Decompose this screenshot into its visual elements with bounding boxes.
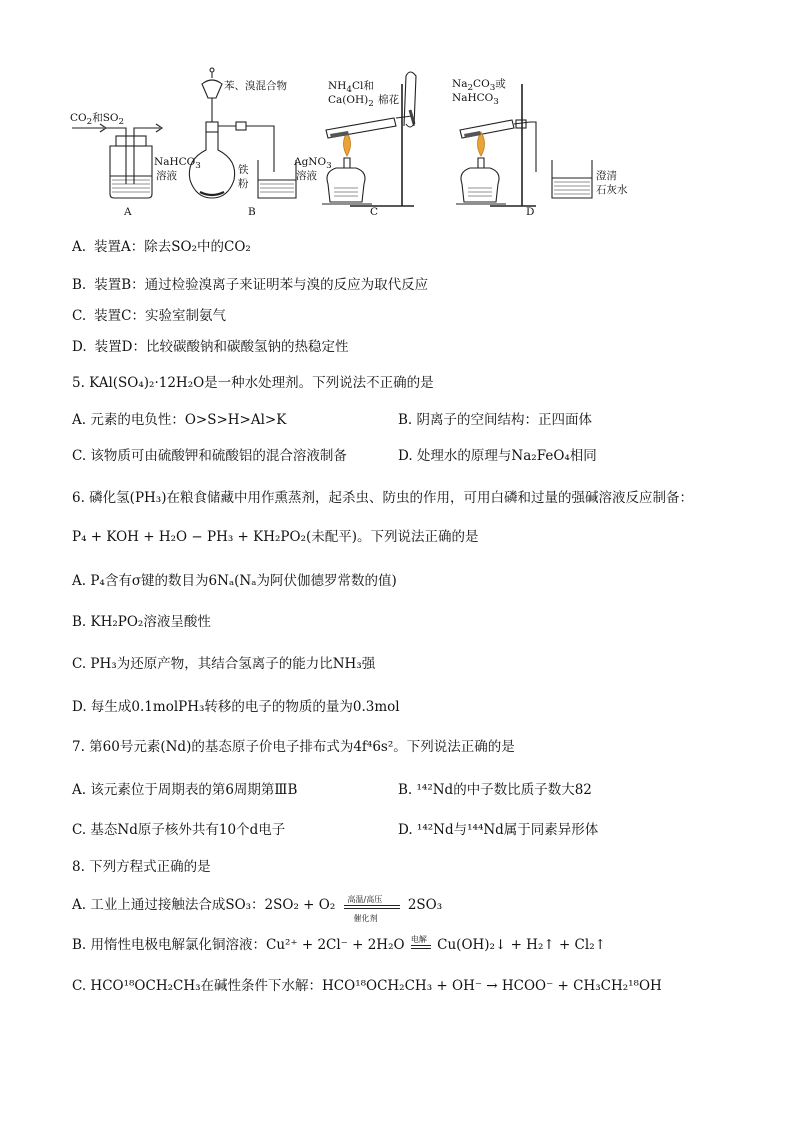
q7-option-a: A. 该元素位于周期表的第6周期第ⅢB bbox=[72, 782, 298, 798]
wash-bottle bbox=[110, 146, 152, 198]
gas-label-a: $CO_2$和$SO_2$ bbox=[70, 112, 125, 128]
flame-d bbox=[478, 132, 485, 156]
q8-option-b: B. 用惰性电极电解氯化铜溶液：Cu²⁺ + 2Cl⁻ + 2H₂O 电解 Cu(OH)₂↓ + H₂↑ + Cl₂↑ bbox=[72, 935, 606, 956]
solution-label-a: 溶液 bbox=[156, 170, 177, 182]
q6-stem: 6. 磷化氢(PH₃)在粮食储藏中用作熏蒸剂，起杀虫、防虫的作用，可用白磷和过量的强碱溶液反应制备： bbox=[72, 490, 693, 506]
beaker-d bbox=[552, 160, 592, 198]
nh4cl-label: $NH_4Cl$和 bbox=[328, 80, 374, 96]
solution-label-b: 溶液 bbox=[296, 170, 317, 182]
q7-option-c: C. 基态Nd原子核外共有10个d电子 bbox=[72, 822, 286, 838]
figure-label-c: C bbox=[370, 206, 379, 218]
q8-stem: 8. 下列方程式正确的是 bbox=[72, 859, 211, 875]
electrolysis-sign: 电解 bbox=[409, 936, 433, 956]
agno3-label: AgNO$_3$ bbox=[294, 156, 332, 172]
limewater-label-2: 石灰水 bbox=[596, 184, 628, 196]
alcohol-lamp-c bbox=[327, 168, 365, 202]
q4-option-d: D. 装置D：比较碳酸钠和碳酸氢钠的热稳定性 bbox=[72, 339, 349, 355]
nahco3-label-d: NaHCO$_3$ bbox=[452, 92, 499, 108]
q5-stem: 5. KAl(SO₄)₂·12H₂O是一种水处理剂。下列说法不正确的是 bbox=[72, 375, 434, 391]
alcohol-lamp-d bbox=[461, 168, 499, 202]
q6-equation: P₄ + KOH + H₂O − PH₃ + KH₂PO₂(未配平)。下列说法正确的是 bbox=[72, 529, 479, 545]
iron-label-2: 粉 bbox=[238, 178, 249, 190]
q7-stem: 7. 第60号元素(Nd)的基态原子价电子排布式为4f⁴6s²。下列说法正确的是 bbox=[72, 739, 515, 755]
na2co3-label: $Na_2CO_3$或 bbox=[452, 78, 506, 94]
q5-option-a: A. 元素的电负性：O>S>H>Al>K bbox=[72, 412, 287, 428]
figure-label-b: B bbox=[248, 206, 256, 218]
caoh2-label: $Ca(OH)_2$ bbox=[328, 94, 374, 110]
q6-option-b: B. KH₂PO₂溶液呈酸性 bbox=[72, 614, 211, 630]
q4-option-b: B. 装置B：通过检验溴离子来证明苯与溴的反应为取代反应 bbox=[72, 277, 429, 293]
bottle-stopper-a bbox=[116, 136, 146, 146]
apparatus-figure bbox=[60, 64, 730, 224]
q7-option-b: B. ¹⁴²Nd的中子数比质子数大82 bbox=[398, 782, 592, 798]
apparatus-drawing bbox=[60, 64, 730, 224]
cotton-label: 棉花 bbox=[378, 94, 399, 106]
nahco3-label-a: NaHCO$_3$ bbox=[154, 156, 201, 172]
benzene-label: 苯、溴混合物 bbox=[224, 80, 287, 92]
q6-option-d: D. 每生成0.1molPH₃转移的电子的物质的量为0.3mol bbox=[72, 699, 400, 715]
limewater-label-1: 澄清 bbox=[596, 170, 617, 182]
q6-option-a: A. P₄含有σ键的数目为6Nₐ(Nₐ为阿伏伽德罗常数的值) bbox=[72, 573, 397, 589]
q4-option-a: A. 装置A：除去SO₂中的CO₂ bbox=[72, 239, 251, 255]
iron-label-1: 铁 bbox=[238, 164, 249, 176]
q7-option-d: D. ¹⁴²Nd与¹⁴⁴Nd属于同素异形体 bbox=[398, 822, 599, 838]
q5-option-d: D. 处理水的原理与Na₂FeO₄相同 bbox=[398, 448, 597, 464]
reversible-arrow: 高温/高压 催化剂 bbox=[340, 896, 404, 916]
q8-option-a: A. 工业上通过接触法合成SO₃：2SO₂ + O₂ 高温/高压 催化剂 2SO₃ bbox=[72, 894, 443, 923]
q5-option-b: B. 阴离子的空间结构：正四面体 bbox=[398, 412, 593, 428]
figure-label-d: D bbox=[526, 206, 535, 218]
q8-option-c: C. HCO¹⁸OCH₂CH₃在碱性条件下水解：HCO¹⁸OCH₂CH₃ + OH⁻ → HCOO⁻ + CH₃CH₂¹⁸OH bbox=[72, 978, 662, 994]
q4-option-c: C. 装置C：实验室制氨气 bbox=[72, 308, 226, 324]
figure-label-a: A bbox=[124, 206, 132, 218]
collecting-tube bbox=[404, 72, 416, 126]
q6-option-c: C. PH₃为还原产物，其结合氢离子的能力比NH₃强 bbox=[72, 656, 376, 672]
q5-option-c: C. 该物质可由硫酸钾和硫酸铝的混合溶液制备 bbox=[72, 448, 347, 464]
separatory-funnel bbox=[202, 80, 222, 98]
